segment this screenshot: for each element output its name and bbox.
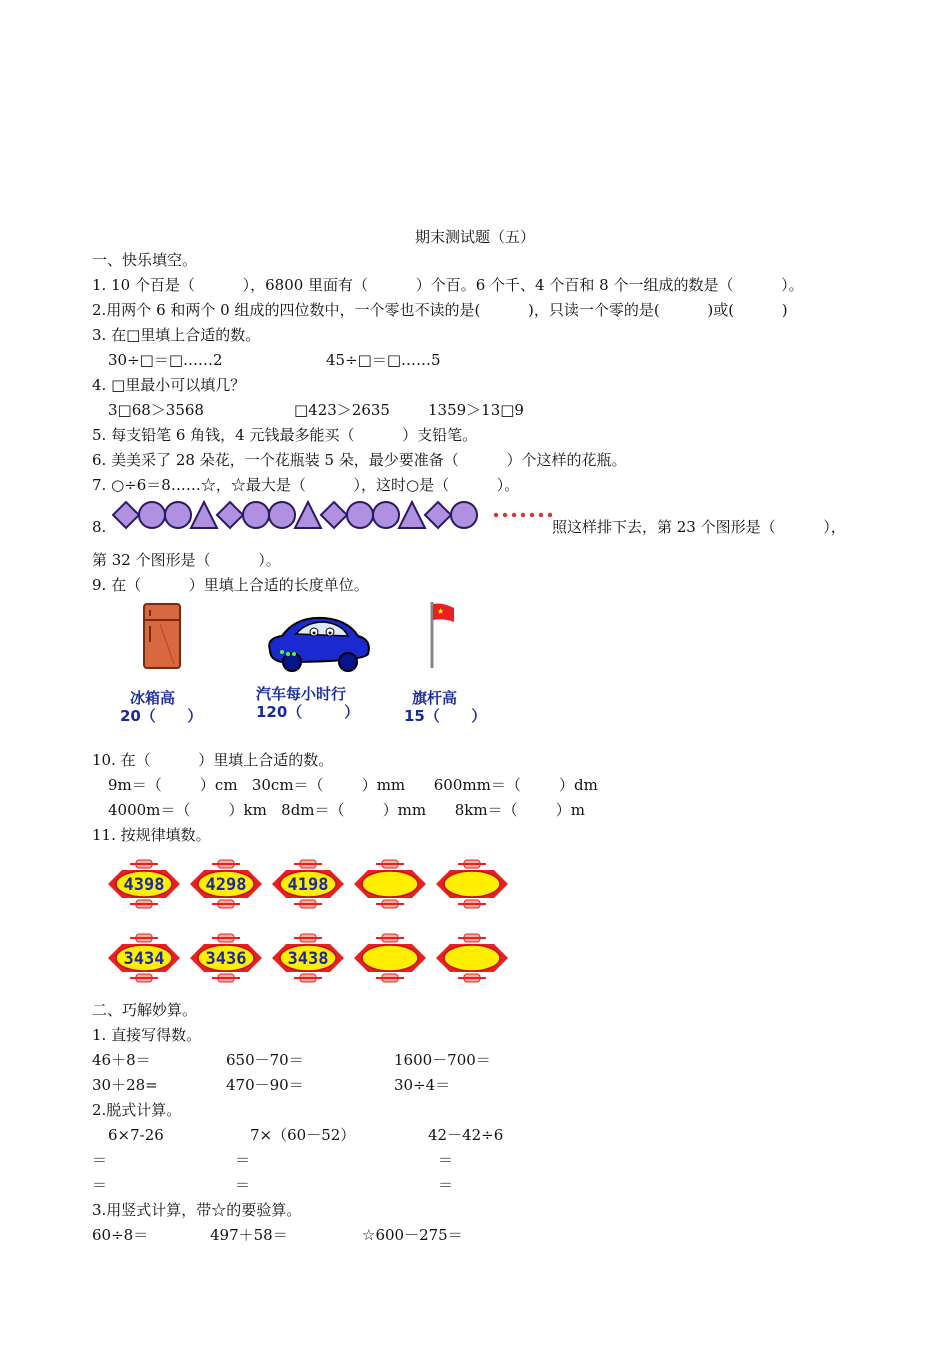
fridge-caption: 冰箱高 <box>130 689 176 707</box>
flag-icon <box>424 600 460 670</box>
badge-number: 4298 <box>205 875 247 895</box>
question-10a: 9m＝（ ）cm 30cm＝（ ）mm 600mm＝（ ）dm <box>108 776 598 794</box>
svg-text:★: ★ <box>437 607 445 616</box>
car-value: 120（ ） <box>256 703 360 721</box>
pattern-triangle <box>295 502 321 528</box>
continuation-dot <box>503 513 507 517</box>
calc-2-3: 30÷4＝ <box>394 1076 451 1094</box>
pattern-diamond <box>217 502 243 528</box>
expr-2: 7×（60－52） <box>250 1126 356 1144</box>
pattern-triangle <box>191 502 217 528</box>
part-3: 3.用竖式计算，带☆的要验算。 <box>92 1201 302 1219</box>
part-2: 2.脱式计算。 <box>92 1101 182 1119</box>
vertical-calc-3: ☆600－275＝ <box>362 1226 463 1244</box>
expr-1: 6×7-26 <box>108 1126 164 1144</box>
continuation-dot <box>494 513 498 517</box>
flag-value: 15（ ） <box>404 707 487 725</box>
question-10: 10. 在（ ）里填上合适的数。 <box>92 751 334 769</box>
question-3b: 45÷□＝□……5 <box>326 351 441 369</box>
question-6: 6. 美美采了 28 朵花，一个花瓶装 5 朵，最少要准备（ ）个这样的花瓶。 <box>92 451 627 469</box>
number-badge <box>272 860 344 908</box>
question-4b: □423＞2635 <box>294 401 390 419</box>
flag-caption: 旗杆高 <box>412 689 458 707</box>
pattern-circle <box>243 502 269 528</box>
shape-pattern <box>112 499 552 531</box>
question-4: 4. □里最小可以填几？ <box>92 376 246 394</box>
number-badge <box>436 860 508 908</box>
badge-number: 3436 <box>205 949 247 969</box>
calc-1-2: 650－70＝ <box>226 1051 304 1069</box>
continuation-dot <box>539 513 543 517</box>
vertical-calc-1: 60÷8＝ <box>92 1226 149 1244</box>
section1-heading: 一、快乐填空。 <box>92 251 198 269</box>
eq-sign: ＝ <box>92 1176 108 1194</box>
fridge-value: 20（ ） <box>120 707 203 725</box>
badge-number: 3434 <box>123 949 165 969</box>
number-badge <box>108 934 180 982</box>
badge-number: 3438 <box>287 949 329 969</box>
pattern-circle <box>373 502 399 528</box>
expr-3: 42－42÷6 <box>428 1126 504 1144</box>
part-1: 1. 直接写得数。 <box>92 1026 202 1044</box>
number-badge <box>190 934 262 982</box>
question-10b: 4000m＝（ ）km 8dm＝（ ）mm 8km＝（ ）m <box>108 801 585 819</box>
question-8-number: 8. <box>92 518 107 536</box>
question-5: 5. 每支铅笔 6 角钱，4 元钱最多能买（ ）支铅笔。 <box>92 426 478 444</box>
continuation-dot <box>512 513 516 517</box>
badge-number: 4198 <box>287 875 329 895</box>
calc-2-1: 30＋28= <box>92 1076 158 1094</box>
car-icon <box>262 608 374 674</box>
vertical-calc-2: 497＋58＝ <box>210 1226 288 1244</box>
number-badge <box>354 860 426 908</box>
question-7: 7. ○÷6＝8……☆，☆最大是（ ），这时○是（ ）。 <box>92 476 520 494</box>
question-9: 9. 在（ ）里填上合适的长度单位。 <box>92 576 369 594</box>
continuation-dot <box>530 513 534 517</box>
number-badge <box>272 934 344 982</box>
number-pattern-badges <box>100 855 520 995</box>
pattern-circle <box>139 502 165 528</box>
eq-sign: ＝ <box>438 1176 454 1194</box>
question-2: 2.用两个 6 和两个 0 组成的四位数中，一个零也不读的是( )，只读一个零的是( )或( ) <box>92 301 788 319</box>
badge-number: 4398 <box>123 875 165 895</box>
number-badge <box>108 860 180 908</box>
eq-sign: ＝ <box>92 1151 108 1169</box>
pattern-diamond <box>113 502 139 528</box>
pattern-circle <box>347 502 373 528</box>
pattern-circle <box>451 502 477 528</box>
continuation-dot <box>521 513 525 517</box>
question-4c: 1359＞13□9 <box>428 401 524 419</box>
pattern-circle <box>269 502 295 528</box>
question-3: 3. 在□里填上合适的数。 <box>92 326 261 344</box>
car-caption: 汽车每小时行 <box>256 685 347 703</box>
pattern-diamond <box>321 502 347 528</box>
question-8-text: 照这样排下去，第 23 个图形是（ ）， <box>552 518 846 536</box>
eq-sign: ＝ <box>438 1151 454 1169</box>
pattern-triangle <box>399 502 425 528</box>
section2-heading: 二、巧解妙算。 <box>92 1001 198 1019</box>
eq-sign: ＝ <box>235 1176 251 1194</box>
calc-2-2: 470－90＝ <box>226 1076 304 1094</box>
question-8-line2: 第 32 个图形是（ ）。 <box>92 551 281 569</box>
number-badge <box>436 934 508 982</box>
number-badge <box>190 860 262 908</box>
eq-sign: ＝ <box>235 1151 251 1169</box>
pattern-circle <box>165 502 191 528</box>
number-badge <box>354 934 426 982</box>
fridge-icon <box>140 602 184 670</box>
calc-1-3: 1600－700＝ <box>394 1051 491 1069</box>
pattern-diamond <box>425 502 451 528</box>
page-title: 期末测试题（五） <box>414 228 535 246</box>
question-4a: 3□68＞3568 <box>108 401 204 419</box>
question-3a: 30÷□＝□……2 <box>108 351 223 369</box>
question-11: 11. 按规律填数。 <box>92 826 211 844</box>
question-1: 1. 10 个百是（ ），6800 里面有（ ）个百。6 个千、4 个百和 8 个一组成的数是（ ）。 <box>92 276 804 294</box>
calc-1-1: 46＋8＝ <box>92 1051 151 1069</box>
